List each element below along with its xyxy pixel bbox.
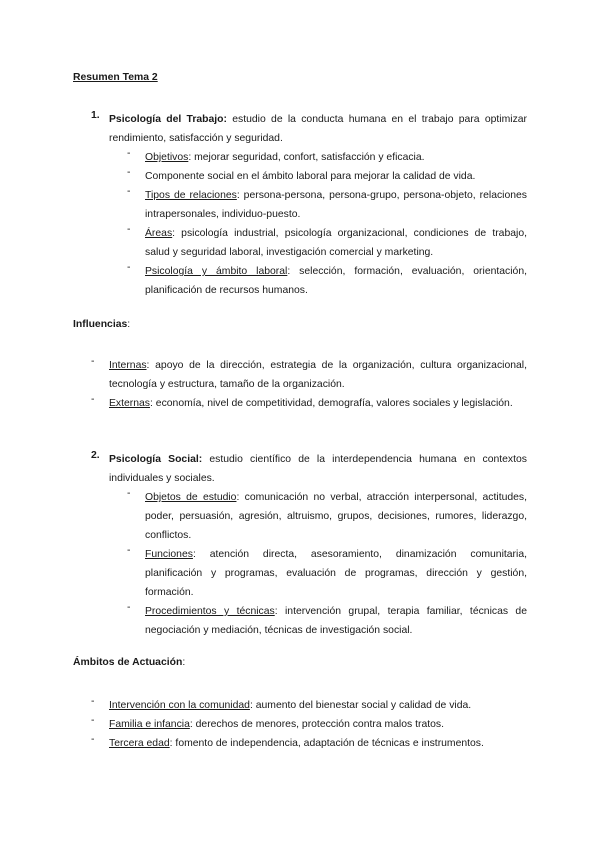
item-text: Componente social en el ámbito laboral para mejorar la calidad de vida.	[145, 171, 476, 182]
item-text: : intervención grupal, terapia familiar, técnicas de negociación y mediación, técnicas de investigación social.	[145, 606, 527, 636]
item-label: Tipos de relaciones	[145, 190, 237, 201]
heading-influencias: Influencias:	[73, 319, 131, 330]
section-heading: Psicología Social:	[109, 454, 203, 465]
item-label: Procedimientos y técnicas	[145, 606, 275, 617]
list-item: - Internas: apoyo de la dirección, estrategia de la organización, cultura organizacional, tecnología y estructura, tamaño de la organización.	[91, 356, 527, 390]
heading-ambitos: Ámbitos de Actuación:	[73, 657, 186, 668]
item-label: Objetos de estudio	[145, 492, 237, 503]
item-text: : comunicación no verbal, atracción interpersonal, actitudes, poder, persuasión, agresión, altruismo, grupos, decisiones, rumores, liderazgo, conflictos.	[145, 492, 527, 541]
item-label: Internas	[109, 360, 147, 371]
item-label: Objetivos	[145, 152, 189, 163]
list-item: - Familia e infancia: derechos de menores, protección contra malos tratos.	[91, 715, 444, 730]
item-text: : psicología industrial, psicología organizacional, condiciones de trabajo, salud y seguridad laboral, investigación comercial y marketing.	[145, 228, 527, 258]
list-item: - Psicología y ámbito laboral: selección, formación, evaluación, orientación, planificación de recursos humanos.	[127, 262, 527, 296]
item-label: Intervención con la comunidad	[109, 700, 250, 711]
item-text: : selección, formación, evaluación, orientación, planificación de recursos humanos.	[145, 266, 527, 296]
item-text: : atención directa, asesoramiento, dinamización comunitaria, planificación y programas, evaluación de programas, dirección y gestión, formación.	[145, 549, 527, 598]
section-psicologia-trabajo	[91, 110, 527, 148]
section-text: estudio de la conducta humana en el trabajo para optimizar rendimiento, satisfacción y seguridad.	[109, 114, 528, 144]
section-number: 2.	[91, 450, 100, 461]
list-item: - Componente social en el ámbito laboral para mejorar la calidad de vida.	[127, 167, 476, 182]
list-item: - Objetivos: mejorar seguridad, confort, satisfacción y eficacia.	[127, 148, 425, 163]
section-heading: Psicología del Trabajo:	[109, 114, 227, 125]
item-text: : aumento del bienestar social y calidad de vida.	[249, 700, 472, 711]
section-number: 1.	[91, 110, 100, 121]
section-text: estudio científico de la interdependencia humana en contextos individuales y sociales.	[109, 454, 527, 484]
item-label: Familia e infancia	[109, 719, 190, 730]
document-title: Resumen Tema 2	[73, 72, 158, 83]
list-item: - Funciones: atención directa, asesoramiento, dinamización comunitaria, planificación y programas, evaluación de programas, dirección y gestión, formación.	[127, 545, 527, 598]
item-label: Áreas	[145, 228, 173, 239]
item-label: Funciones	[145, 549, 193, 560]
item-label: Externas	[109, 398, 151, 409]
list-item: - Externas: economía, nivel de competitividad, demografía, valores sociales y legislación.	[91, 394, 513, 409]
list-item: - Tipos de relaciones: persona-persona, persona-grupo, persona-objeto, relaciones intrapersonales, individuo-puesto.	[127, 186, 528, 220]
item-text: : fomento de independencia, adaptación de técnicas e instrumentos.	[169, 738, 484, 749]
section-psicologia-social	[91, 450, 527, 488]
item-text: : derechos de menores, protección contra malos tratos.	[189, 719, 444, 730]
list-item: - Objetos de estudio: comunicación no verbal, atracción interpersonal, actitudes, poder, persuasión, agresión, altruismo, grupos, decisiones, rumores, liderazgo, conflictos.	[127, 488, 527, 541]
list-item: - Procedimientos y técnicas: intervención grupal, terapia familiar, técnicas de negociación y mediación, técnicas de investigación social.	[127, 602, 527, 636]
item-text: : persona-persona, persona-grupo, persona-objeto, relaciones intrapersonales, individuo-puesto.	[145, 190, 528, 220]
list-item: - Tercera edad: fomento de independencia, adaptación de técnicas e instrumentos.	[91, 734, 484, 749]
list-item: - Intervención con la comunidad: aumento del bienestar social y calidad de vida.	[91, 696, 472, 711]
item-text: : mejorar seguridad, confort, satisfacción y eficacia.	[188, 152, 425, 163]
list-item: - Áreas: psicología industrial, psicología organizacional, condiciones de trabajo, salud y seguridad laboral, investigación comercial y marketing.	[127, 224, 527, 258]
item-label: Psicología y ámbito laboral	[145, 266, 288, 277]
item-text: : apoyo de la dirección, estrategia de la organización, cultura organizacional, tecnología y estructura, tamaño de la organización.	[109, 360, 527, 390]
item-text: : economía, nivel de competitividad, demografía, valores sociales y legislación.	[150, 398, 513, 409]
item-label: Tercera edad	[109, 738, 170, 749]
